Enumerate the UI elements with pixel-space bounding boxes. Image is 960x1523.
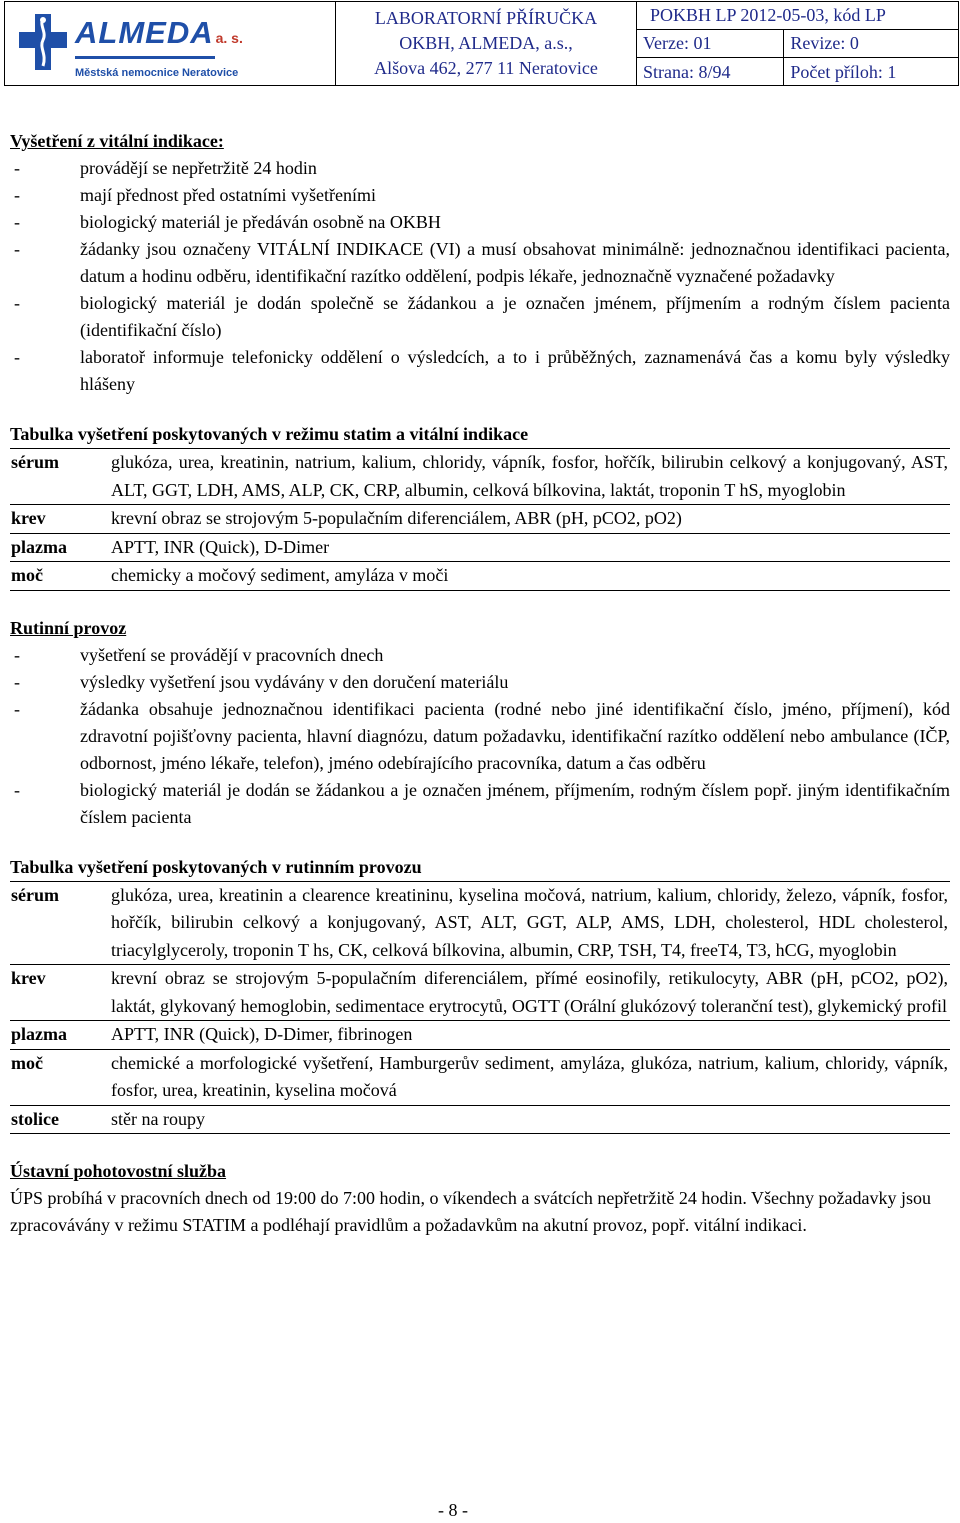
logo-divider — [75, 56, 215, 59]
list-item: - biologický materiál je dodán společně se žádankou a je označen jménem, příjmením a rodným číslem pacienta (identifikační číslo) — [10, 290, 950, 344]
rutinni-list — [10, 642, 950, 831]
table-row — [10, 1105, 950, 1134]
page-content — [10, 128, 950, 1239]
tests-list: krevní obraz se strojovým 5-populačním diferenciálem, přímé eosinofily, retikulocyty, ABR (pH, pCO2, pO2), laktát, glykovaný hemoglobin, sedimentace erytrocytů, OGTT (Orální glukózový toleranční test), glykemický profil — [111, 965, 950, 1021]
tests-list: APTT, INR (Quick), D-Dimer, fibrinogen — [111, 1021, 950, 1050]
material-label: sérum — [10, 449, 111, 505]
medical-cross-icon — [17, 12, 69, 72]
table-row — [10, 965, 950, 1021]
table-row — [10, 562, 950, 591]
material-label: krev — [10, 505, 111, 534]
vitalni-heading: Vyšetření z vitální indikace: — [10, 131, 224, 151]
material-label: moč — [10, 1049, 111, 1105]
table-row — [10, 882, 950, 965]
table-row — [10, 533, 950, 562]
table-row — [10, 1049, 950, 1105]
doc-attachments: Počet příloh: 1 — [790, 61, 897, 82]
material-label: sérum — [10, 882, 111, 965]
material-label: plazma — [10, 1021, 111, 1050]
list-item: - výsledky vyšetření jsou vydávány v den doručení materiálu — [10, 669, 950, 696]
list-item: - biologický materiál je předáván osobně na OKBH — [10, 209, 950, 236]
table-row — [10, 449, 950, 505]
material-label: krev — [10, 965, 111, 1021]
rutinni-heading: Rutinní provoz — [10, 617, 127, 638]
table-row — [10, 1021, 950, 1050]
header-doc-info — [637, 2, 959, 86]
vitalni-list — [10, 155, 950, 398]
list-item: - žádanky jsou označeny VITÁLNÍ INDIKACE (VI) a musí obsahovat minimálně: jednoznačnou identifikaci pacienta, datum a hodinu odběru, identifikační razítko oddělení, podpis lékaře, jednoznačně vyznačené požadavky — [10, 236, 950, 290]
ups-heading: Ústavní pohotovostní služba — [10, 1161, 227, 1181]
list-item: - mají přednost před ostatními vyšetřeními — [10, 182, 950, 209]
header-title: LABORATORNÍ PŘÍRUČKA — [374, 8, 598, 28]
tests-list: glukóza, urea, kreatinin, natrium, kalium, chloridy, vápník, fosfor, hořčík, bilirubin celkový a konjugovaný, AST, ALT, GGT, LDH, AMS, ALP, CK, CRP, albumin, celková bílkovina, laktát, troponin T hS, myoglobin — [111, 449, 950, 505]
header-address: Alšova 462, 277 11 Neratovice — [374, 58, 598, 78]
page-number: - 8 - — [438, 1500, 468, 1520]
doc-version: Verze: 01 — [637, 29, 784, 57]
list-item: - provádějí se nepřetržitě 24 hodin — [10, 155, 950, 182]
rutinni-table-title: Tabulka vyšetření poskytovaných v rutinním provozu — [10, 854, 950, 882]
tests-list: glukóza, urea, kreatinin a clearence kreatininu, kyselina močová, natrium, kalium, chloridy, železo, vápník, fosfor, hořčík, bilirubin celkový a konjugovaný, AST, ALT, GGT, ALP, AMS, LDH, cholesterol, HDL cholesterol, triacylglyceroly, troponin T hs, CK, celková bílkovina, albumin, CRP, TSH, T4, freeT4, T3, hCG, myoglobin — [111, 882, 950, 965]
header-org: OKBH, ALMEDA, a.s., — [399, 33, 573, 53]
statim-table — [10, 449, 950, 591]
list-item: - biologický materiál je dodán se žádankou a je označen jménem, příjmením, rodným číslem popř. jiným identifikačním číslem pacienta — [10, 777, 950, 831]
hospital-logo — [5, 4, 325, 84]
rutinni-table — [10, 882, 950, 1135]
material-label: stolice — [10, 1105, 111, 1134]
logo-brand: ALMEDA a. s. — [75, 14, 243, 50]
list-item: - laboratoř informuje telefonicky oddělení o výsledcích, a to i průběžných, zaznamenává čas a komu byly výsledky hlášeny — [10, 344, 950, 398]
ups-paragraph: ÚPS probíhá v pracovních dnech od 19:00 do 7:00 hodin, o víkendech a svátcích nepřetržitě 24 hodin. Všechny požadavky jsou zpracovávány v režimu STATIM a podléhají pravidlům a požadavkům na akutní provoz, popř. vitální indikaci. — [10, 1188, 931, 1235]
list-item: - vyšetření se provádějí v pracovních dnech — [10, 642, 950, 669]
tests-list: stěr na roupy — [111, 1105, 950, 1134]
statim-table-title: Tabulka vyšetření poskytovaných v režimu statim a vitální indikace — [10, 421, 950, 449]
document-header — [4, 1, 959, 86]
logo-subtitle: Městská nemocnice Neratovice — [75, 66, 239, 79]
logo-cell — [5, 2, 336, 86]
doc-revision: Revize: 0 — [784, 29, 958, 57]
header-lab-info — [336, 2, 637, 86]
tests-list: krevní obraz se strojovým 5-populačním diferenciálem, ABR (pH, pCO2, pO2) — [111, 505, 950, 534]
tests-list: APTT, INR (Quick), D-Dimer — [111, 533, 950, 562]
list-item: - žádanka obsahuje jednoznačnou identifikaci pacienta (rodné nebo jiné identifikační číslo, jméno, příjmení), kód zdravotní pojišťovny pacienta, hlavní diagnózu, datum požadavku, identifikační razítko oddělení nebo ambulance (IČP, odbornost, jméno lékaře, telefon), jméno odebírajícího pracovníka, datum a čas odběru — [10, 696, 950, 777]
doc-page: Strana: 8/94 — [637, 58, 784, 86]
doc-code: POKBH LP 2012-05-03, kód LP — [637, 2, 958, 29]
material-label: plazma — [10, 533, 111, 562]
tests-list: chemicky a močový sediment, amyláza v moči — [111, 562, 950, 591]
tests-list: chemické a morfologické vyšetření, Hamburgerův sediment, amyláza, glukóza, natrium, kalium, chloridy, vápník, fosfor, urea, kreatinin, kyselina močová — [111, 1049, 950, 1105]
table-row — [10, 505, 950, 534]
material-label: moč — [10, 562, 111, 591]
